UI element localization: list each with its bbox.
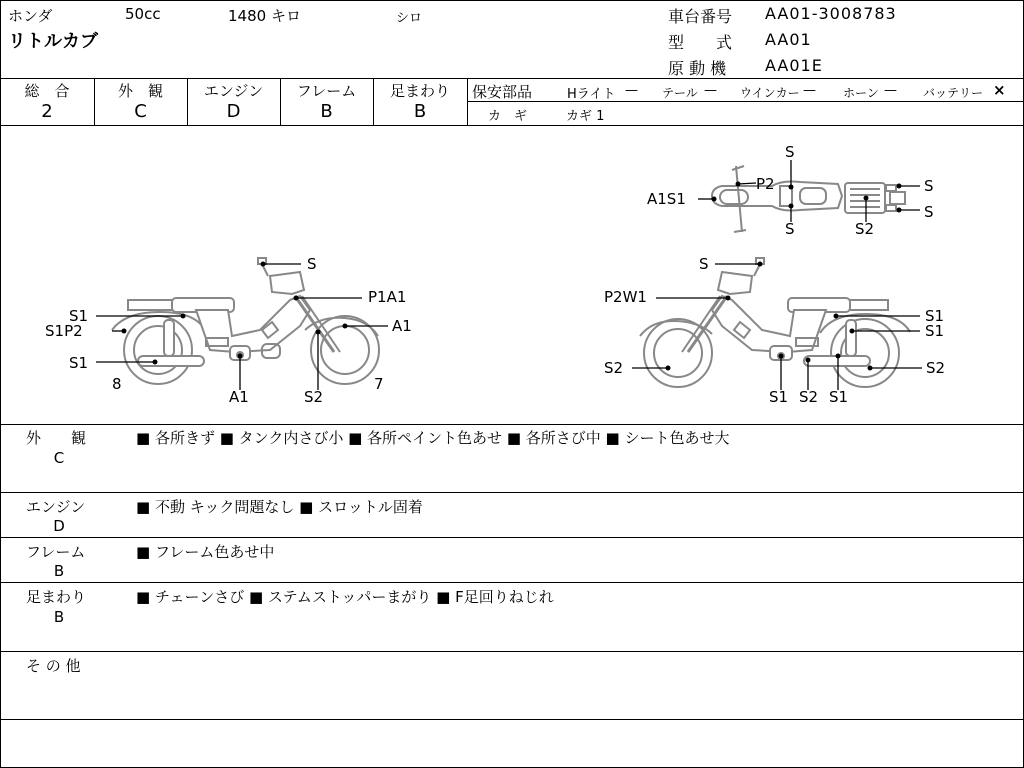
top-label-s: S [785,220,795,238]
note-label: そ の 他 [26,657,81,675]
safety-item-tail: テール [662,86,698,100]
right-label-p2w1: P2W1 [604,288,647,306]
right-label-s: S [699,255,709,273]
note-label: フレーム [26,543,86,561]
divider [0,719,1023,720]
top-label-a1s1: A1S1 [647,190,686,208]
divider [467,78,468,125]
divider [0,492,1023,493]
left-label-7: 7 [374,375,384,393]
right-label-s2: S2 [799,388,819,406]
grade-label: エンジン [203,82,264,100]
safety-item-headlight: Hライト [567,87,616,102]
note-grade: D [53,517,65,535]
safety-mark: — [625,83,638,98]
top-label-s: S [924,177,934,195]
body-color: シロ [396,11,423,26]
note-label: エンジン [26,498,86,516]
grade-label: 総 合 [24,82,70,100]
safety-mark: — [884,83,897,98]
maker: ホンダ [8,7,53,25]
model-type-label: 型 式 [668,33,733,52]
divider [0,651,1023,652]
safety-mark: — [704,83,717,98]
model-name: リトルカブ [8,31,98,52]
mileage: 1480 キロ [228,7,301,25]
grade-value: B [413,101,427,122]
note-label: 外 観 [26,429,87,447]
damage-diagram [0,126,1023,424]
note-label: 足まわり [26,588,87,606]
right-label-s1: S1 [769,388,789,406]
grade-label: 足まわり [389,82,450,100]
top-label-s: S [924,203,934,221]
left-label-s1p2: S1P2 [45,322,83,340]
engine-label: 原 動 機 [668,59,727,78]
note-text: ■ フレーム色あせ中 [136,543,275,561]
note-grade: C [53,449,65,467]
note-text: ■ チェーンさび ■ ステムストッパーまがり ■ F足回りねじれ [136,588,554,606]
note-grade: B [53,562,65,580]
note-grade: B [53,608,65,626]
note-text: ■ 不動 キック問題なし ■ スロットル固着 [136,498,423,516]
left-label-s1: S1 [69,354,89,372]
left-label-8: 8 [112,375,122,393]
left-side-bike [112,258,379,384]
left-label-s: S [307,255,317,273]
grade-value: 2 [41,101,53,122]
safety-mark: — [803,83,816,98]
divider [0,424,1023,425]
right-label-s1: S1 [829,388,849,406]
left-label-s1: S1 [69,307,89,325]
grade-value: B [320,101,333,122]
safety-item-horn: ホーン [843,86,879,100]
grade-label: 外 観 [117,82,163,100]
right-label-s1: S1 [925,307,945,325]
grade-value: D [226,101,241,122]
right-side-leaders [632,264,922,390]
grade-label: フレーム [296,82,357,100]
left-label-p1a1: P1A1 [368,288,407,306]
right-label-s2: S2 [604,359,624,377]
right-label-s1: S1 [925,322,945,340]
divider [0,78,1023,79]
left-label-a1: A1 [392,317,412,335]
frame-number: AA01-3008783 [765,4,897,23]
note-text: ■ 各所きず ■ タンク内さび小 ■ 各所ペイント色あせ ■ 各所さび中 ■ シート色あせ大 [136,429,730,447]
top-view-bike [712,166,905,232]
safety-mark: × [993,81,1006,99]
key-label: カ ギ [488,109,528,124]
divider [0,537,1023,538]
frame-number-label: 車台番号 [668,7,733,26]
left-label-a1: A1 [229,388,249,406]
grade-value: C [134,101,147,122]
top-label-s: S [785,143,795,161]
divider [467,101,1023,102]
safety-label: 保安部品 [472,83,533,101]
key-value: カギ 1 [566,109,605,124]
left-label-s2: S2 [304,388,324,406]
right-label-s2: S2 [926,359,946,377]
model-type: AA01 [765,30,812,49]
top-label-s2: S2 [855,220,875,238]
engine-code: AA01E [765,56,823,75]
safety-item-battery: バッテリー [923,86,984,100]
divider [0,582,1023,583]
top-label-p2: P2 [756,175,775,193]
displacement: 50cc [125,5,161,23]
safety-item-winker: ウインカー [740,86,800,100]
